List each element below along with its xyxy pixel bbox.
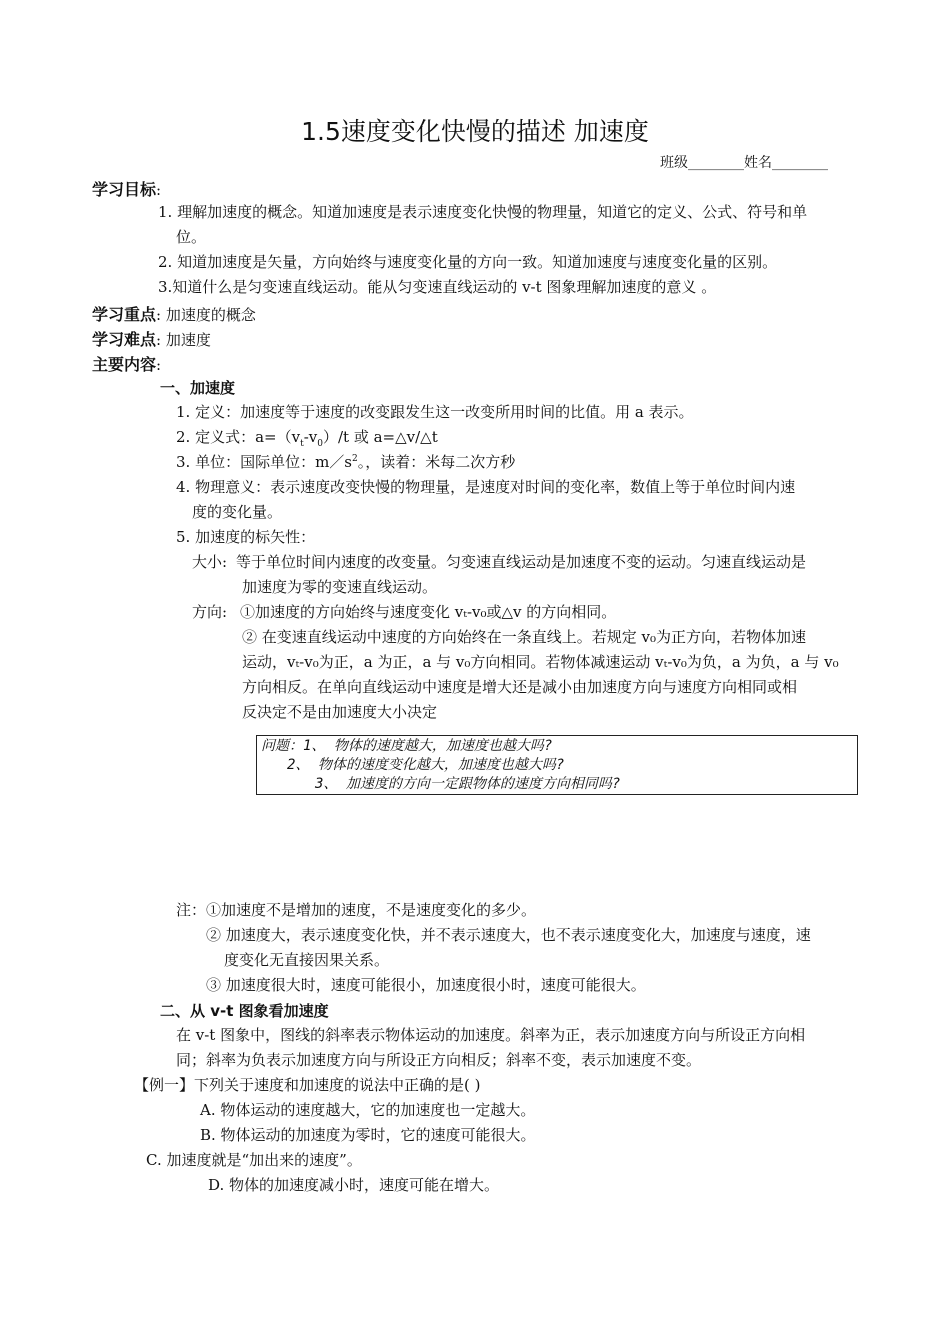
- section2-line-2: 同；斜率为负表示加速度方向与所设正方向相反；斜率不变，表示加速度不变。: [176, 1051, 702, 1069]
- unit-suffix: 。，读着：米每二次方秒: [357, 453, 516, 471]
- question-box: [256, 735, 858, 795]
- goal-item-1-cont: 位。: [176, 228, 207, 246]
- question-2: 2、 物体的速度变化越大，加速度也越大吗?: [287, 757, 565, 773]
- goal-item-3: 3.知道什么是匀变速直线运动。能从匀变速直线运动的 v-t 图象理解加速度的意义 。: [158, 278, 717, 296]
- unit-sup: 2: [352, 454, 358, 464]
- definition: 1. 定义：加速度等于速度的改变跟发生这一改变所用时间的比值。用 a 表示。: [176, 403, 694, 421]
- example-question: 下列关于速度和加速度的说法中正确的是( ): [194, 1076, 481, 1094]
- goals-colon: :: [156, 181, 162, 199]
- key-point-label: 学习重点: [92, 305, 157, 324]
- question-3: 3、 加速度的方向一定跟物体的速度方向相同吗?: [315, 776, 621, 792]
- note-2-cont: 度变化无直接因果关系。: [224, 951, 390, 969]
- formula-mid: -v: [303, 428, 318, 446]
- formula-sub-0: 0: [317, 439, 323, 449]
- class-name-line: 班级________姓名________: [660, 155, 828, 171]
- direction-2-line-2: 运动，vₜ-v₀为正，a 为正，a 与 v₀方向相同。若物体减速运动 vₜ-v₀为负，a 为负，a 与 v₀: [242, 653, 839, 671]
- section1-title: 一、加速度: [160, 379, 236, 397]
- vector-title: 5. 加速度的标矢性：: [176, 528, 316, 546]
- question-1: 问题：1、 物体的速度越大，加速度也越大吗?: [261, 738, 553, 754]
- option-a: A. 物体运动的速度越大，它的加速度也一定越大。: [200, 1101, 536, 1119]
- key-point: [92, 302, 256, 325]
- difficulty-value: : 加速度: [156, 331, 211, 349]
- direction-2-line-3: 方向相反。在单向直线运动中速度是增大还是减小由加速度方向与速度方向相同或相: [242, 678, 798, 696]
- option-d: D. 物体的加速度减小时，速度可能在增大。: [208, 1176, 500, 1194]
- example-stem: [134, 1075, 481, 1095]
- direction-1: ①加速度的方向始终与速度变化 vₜ-v₀或△v 的方向相同。: [240, 603, 617, 621]
- magnitude-line-1: 等于单位时间内速度的改变量。匀变速直线运动是加速度不变的运动。匀速直线运动是: [236, 553, 807, 571]
- formula-prefix: 2. 定义式：a=（v: [176, 428, 301, 446]
- goal-item-2: 2. 知道加速度是矢量，方向始终与速度变化量的方向一致。知道加速度与速度变化量的区别。: [158, 253, 778, 271]
- note-2: ② 加速度大，表示速度变化快，并不表示速度大，也不表示速度变化大，加速度与速度，速: [206, 926, 811, 944]
- key-point-value: : 加速度的概念: [156, 306, 256, 324]
- unit: [176, 452, 515, 472]
- difficulty: [92, 327, 211, 350]
- option-c: C. 加速度就是“加出来的速度”。: [146, 1151, 362, 1169]
- option-b: B. 物体运动的加速度为零时，它的速度可能很大。: [200, 1126, 536, 1144]
- magnitude-label: 大小:: [192, 553, 228, 571]
- magnitude-line-2: 加速度为零的变速直线运动。: [242, 578, 438, 596]
- main-label: 主要内容: [92, 355, 157, 374]
- goals-label: 学习目标: [92, 180, 157, 199]
- section2-title: 二、从 v-t 图象看加速度: [160, 1002, 329, 1020]
- difficulty-label: 学习难点: [92, 330, 157, 349]
- meaning-line-2: 度的变化量。: [192, 503, 283, 521]
- unit-prefix: 3. 单位：国际单位：m／s: [176, 453, 353, 471]
- direction-label: 方向:: [192, 603, 228, 621]
- goals-heading: [92, 177, 161, 200]
- section2-line-1: 在 v-t 图象中，图线的斜率表示物体运动的加速度。斜率为正，表示加速度方向与所设正方向相: [176, 1026, 806, 1044]
- note-1: 注：①加速度不是增加的速度，不是速度变化的多少。: [176, 901, 537, 919]
- formula-suffix: ）/t 或 a=△v/△t: [322, 428, 438, 446]
- formula-sub-t: t: [300, 439, 304, 449]
- goal-item-1: 1. 理解加速度的概念。知道加速度是表示速度变化快慢的物理量，知道它的定义、公式、符号和单: [158, 203, 808, 221]
- meaning-line-1: 4. 物理意义：表示速度改变快慢的物理量，是速度对时间的变化率，数值上等于单位时间内速: [176, 478, 796, 496]
- example-label: 【例一】: [134, 1076, 195, 1094]
- formula: [176, 427, 438, 447]
- page-title: 1.5速度变化快慢的描述 加速度: [301, 117, 649, 146]
- direction-2-line-1: ② 在变速直线运动中速度的方向始终在一条直线上。若规定 v₀为正方向，若物体加速: [242, 628, 807, 646]
- direction-2-line-4: 反决定不是由加速度大小决定: [242, 703, 438, 721]
- main-colon: :: [156, 356, 162, 374]
- note-3: ③ 加速度很大时，速度可能很小，加速度很小时，速度可能很大。: [206, 976, 646, 994]
- main-content-heading: [92, 352, 161, 375]
